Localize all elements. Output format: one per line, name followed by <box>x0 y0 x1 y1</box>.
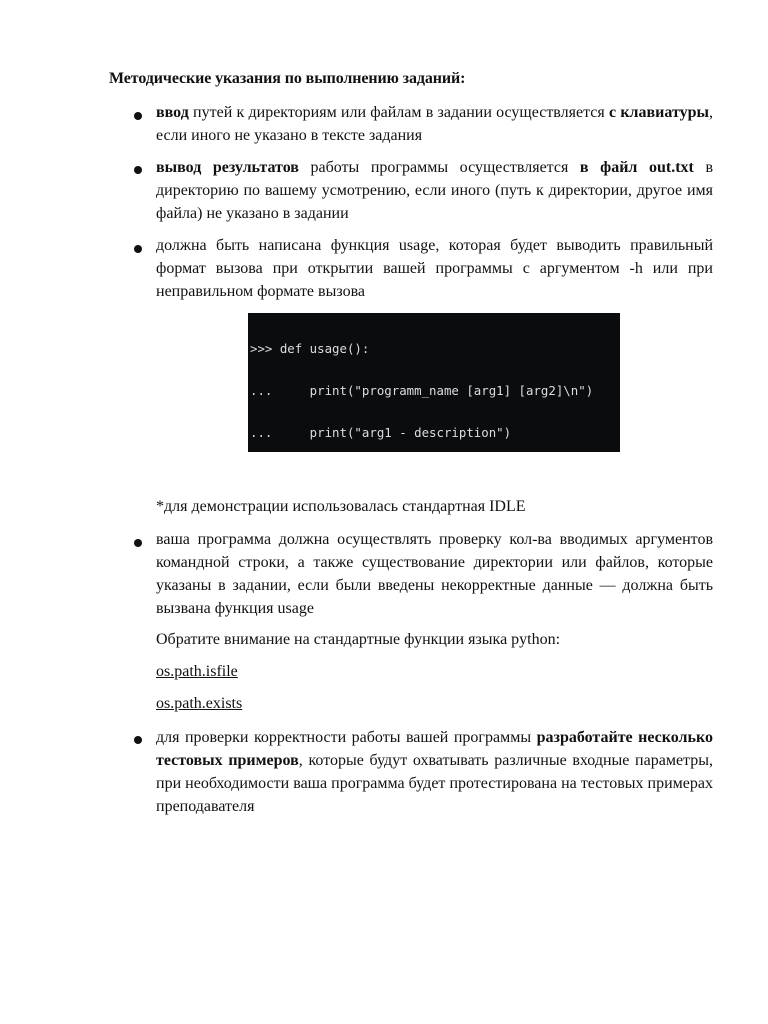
bullet-icon <box>134 245 142 253</box>
bullet-icon <box>134 539 142 547</box>
list-item-output <box>156 156 713 225</box>
link-os-path-isfile[interactable]: os.path.isfile <box>156 663 238 680</box>
bullet-icon <box>134 112 142 120</box>
list-item-validation: ваша программа должна осуществлять проверку кол-ва вводимых аргументов командной строки, а также существование директории или файлов, которые указаны в задании, если были введены некорректные данные — должна быть вызвана функция usage <box>156 531 713 617</box>
bold-text: разработайте несколько тестовых примеров <box>156 729 714 769</box>
item-text: работы программы осуществляется <box>298 159 580 176</box>
terminal-line: ... print("programm_name [arg1] [arg2]\n") <box>250 383 594 398</box>
item-text: в директорию по вашему усмотрению, если иного (путь к директории, другое имя файла) не указано в задании <box>156 159 713 222</box>
terminal-line: ... print("arg1 - description") <box>250 425 512 440</box>
item-text: , которые будут охватывать различные входные параметры, при необходимости ваша программа будет протестирована на тестовых примерах преподавателя <box>156 752 713 815</box>
link-os-path-exists[interactable]: os.path.exists <box>156 695 243 712</box>
bold-text: ввод <box>156 104 189 121</box>
list-item-usage: должна быть написана функция usage, которая будет выводить правильный формат вызова при открытии вашей программы с аргументом -h или при неправильном формате вызова <box>156 237 713 300</box>
attention-text: Обратите внимание на стандартные функции языка python: <box>156 631 561 648</box>
item-text: путей к директориям или файлам в задании осуществляется <box>188 104 609 121</box>
bold-text: вывод результатов <box>156 159 299 176</box>
idle-note: *для демонстрации использовалась стандартная IDLE <box>156 498 526 515</box>
list-item-input <box>156 101 713 147</box>
bullet-icon <box>134 736 142 744</box>
item-text: для проверки корректности работы вашей программы <box>156 729 537 746</box>
list-item-tests <box>156 726 713 818</box>
terminal-line: >>> def usage(): <box>250 341 370 356</box>
bullet-icon <box>134 166 142 174</box>
bold-text: в файл out.txt <box>579 159 694 176</box>
item-text: , если иного не указано в тексте задания <box>156 104 713 144</box>
bold-text: с клавиатуры <box>608 104 709 121</box>
page-heading: Методические указания по выполнению заданий: <box>109 70 466 87</box>
idle-terminal-screenshot <box>248 313 620 452</box>
